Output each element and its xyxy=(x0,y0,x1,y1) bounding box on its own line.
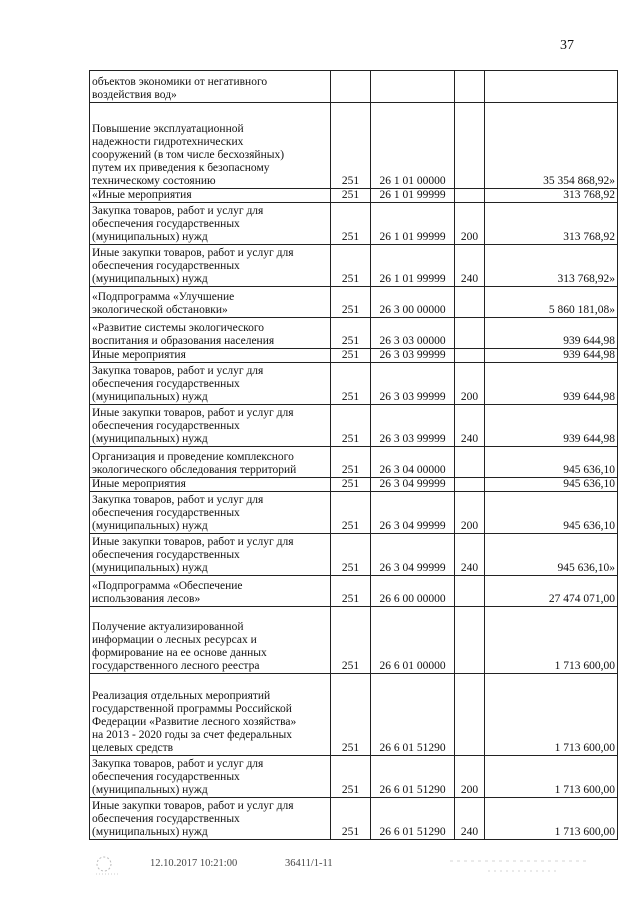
table-row xyxy=(90,71,618,103)
cell-amount: 1 713 600,00 xyxy=(485,798,618,840)
cell-admin-code: 251 xyxy=(331,798,371,840)
cell-name: Повышение эксплуатационной надежности гидротехнических сооружений (в том числе бесхозяйных) путем их приведения к безопасному техническому состоянию xyxy=(90,103,331,189)
table-row xyxy=(90,534,618,576)
cell-name: «Подпрограмма «Улучшение экологической обстановки» xyxy=(90,287,331,318)
cell-expense-kind xyxy=(455,71,485,103)
cell-admin-code xyxy=(331,71,371,103)
table-row xyxy=(90,447,618,478)
cell-expense-kind xyxy=(455,189,485,203)
cell-amount: 939 644,98 xyxy=(485,363,618,405)
cell-admin-code: 251 xyxy=(331,349,371,363)
cell-admin-code: 251 xyxy=(331,363,371,405)
table-row xyxy=(90,287,618,318)
cell-target-code: 26 3 04 99999 xyxy=(371,534,455,576)
cell-name: Закупка товаров, работ и услуг для обеспечения государственных (муниципальных) нужд xyxy=(90,492,331,534)
cell-name: Иные закупки товаров, работ и услуг для обеспечения государственных (муниципальных) нужд xyxy=(90,534,331,576)
cell-admin-code: 251 xyxy=(331,607,371,674)
cell-expense-kind: 240 xyxy=(455,245,485,287)
cell-expense-kind xyxy=(455,478,485,492)
cell-expense-kind: 200 xyxy=(455,756,485,798)
cell-amount: 1 713 600,00 xyxy=(485,756,618,798)
table-row xyxy=(90,203,618,245)
cell-expense-kind xyxy=(455,287,485,318)
cell-target-code: 26 6 01 51290 xyxy=(371,798,455,840)
cell-name: Закупка товаров, работ и услуг для обеспечения государственных (муниципальных) нужд xyxy=(90,203,331,245)
table-row xyxy=(90,478,618,492)
cell-amount: 313 768,92 xyxy=(485,203,618,245)
cell-expense-kind xyxy=(455,318,485,349)
stamp-icon xyxy=(92,852,122,880)
table-row xyxy=(90,492,618,534)
cell-name: Иные мероприятия xyxy=(90,478,331,492)
table-row xyxy=(90,363,618,405)
cell-target-code: 26 6 01 00000 xyxy=(371,607,455,674)
table-row xyxy=(90,318,618,349)
budget-table-body xyxy=(90,71,618,840)
cell-expense-kind: 200 xyxy=(455,203,485,245)
table-row xyxy=(90,349,618,363)
cell-expense-kind: 200 xyxy=(455,492,485,534)
cell-amount: 945 636,10» xyxy=(485,534,618,576)
cell-name: «Иные мероприятия xyxy=(90,189,331,203)
cell-target-code: 26 3 04 00000 xyxy=(371,447,455,478)
cell-expense-kind xyxy=(455,674,485,756)
cell-expense-kind: 240 xyxy=(455,798,485,840)
cell-name: «Развитие системы экологического воспитания и образования населения xyxy=(90,318,331,349)
cell-expense-kind xyxy=(455,447,485,478)
cell-name: Закупка товаров, работ и услуг для обеспечения государственных (муниципальных) нужд xyxy=(90,363,331,405)
table-row xyxy=(90,189,618,203)
cell-target-code: 26 3 04 99999 xyxy=(371,478,455,492)
cell-amount: 1 713 600,00 xyxy=(485,674,618,756)
table-row xyxy=(90,245,618,287)
cell-amount: 1 713 600,00 xyxy=(485,607,618,674)
cell-amount: 313 768,92 xyxy=(485,189,618,203)
table-row xyxy=(90,576,618,607)
cell-admin-code: 251 xyxy=(331,245,371,287)
cell-admin-code: 251 xyxy=(331,674,371,756)
table-row xyxy=(90,405,618,447)
cell-admin-code: 251 xyxy=(331,478,371,492)
table-row xyxy=(90,674,618,756)
cell-target-code: 26 6 00 00000 xyxy=(371,576,455,607)
cell-expense-kind xyxy=(455,349,485,363)
cell-target-code: 26 1 01 99999 xyxy=(371,189,455,203)
cell-target-code: 26 3 03 00000 xyxy=(371,318,455,349)
cell-amount: 945 636,10 xyxy=(485,447,618,478)
stamp-mark xyxy=(92,852,122,880)
cell-name: Иные закупки товаров, работ и услуг для обеспечения государственных (муниципальных) нужд xyxy=(90,245,331,287)
table-row xyxy=(90,103,618,189)
page-number: 37 xyxy=(560,38,574,53)
budget-table xyxy=(89,70,618,840)
cell-target-code: 26 3 00 00000 xyxy=(371,287,455,318)
cell-amount: 313 768,92» xyxy=(485,245,618,287)
cell-admin-code: 251 xyxy=(331,103,371,189)
cell-amount: 945 636,10 xyxy=(485,478,618,492)
cell-name: Иные мероприятия xyxy=(90,349,331,363)
cell-admin-code: 251 xyxy=(331,447,371,478)
cell-expense-kind xyxy=(455,103,485,189)
cell-admin-code: 251 xyxy=(331,492,371,534)
cell-admin-code: 251 xyxy=(331,318,371,349)
cell-admin-code: 251 xyxy=(331,534,371,576)
cell-target-code: 26 1 01 99999 xyxy=(371,245,455,287)
cell-name: объектов экономики от негативного воздействия вод» xyxy=(90,71,331,103)
cell-admin-code: 251 xyxy=(331,576,371,607)
cell-target-code: 26 3 03 99999 xyxy=(371,349,455,363)
cell-name: Получение актуализированной информации о лесных ресурсах и формирование на ее основе данных государственного лесного реестра xyxy=(90,607,331,674)
table-row xyxy=(90,607,618,674)
cell-expense-kind: 240 xyxy=(455,405,485,447)
cell-target-code: 26 1 01 00000 xyxy=(371,103,455,189)
cell-name: «Подпрограмма «Обеспечение использования лесов» xyxy=(90,576,331,607)
cell-amount xyxy=(485,71,618,103)
cell-expense-kind: 240 xyxy=(455,534,485,576)
watermark-scribble-icon xyxy=(448,855,598,879)
cell-name: Организация и проведение комплексного экологического обследования территорий xyxy=(90,447,331,478)
cell-admin-code: 251 xyxy=(331,287,371,318)
cell-target-code xyxy=(371,71,455,103)
cell-name: Реализация отдельных мероприятий государственной программы Российской Федерации «Развитие лесного хозяйства» на 2013 - 2020 годы за счет федеральных целевых средств xyxy=(90,674,331,756)
cell-amount: 35 354 868,92» xyxy=(485,103,618,189)
cell-amount: 939 644,98 xyxy=(485,318,618,349)
cell-admin-code: 251 xyxy=(331,756,371,798)
cell-admin-code: 251 xyxy=(331,405,371,447)
cell-admin-code: 251 xyxy=(331,189,371,203)
faint-watermark xyxy=(448,855,598,881)
cell-expense-kind xyxy=(455,607,485,674)
cell-expense-kind: 200 xyxy=(455,363,485,405)
cell-amount: 27 474 071,00 xyxy=(485,576,618,607)
footer-doc-number: 36411/1-11 xyxy=(285,858,333,869)
cell-name: Закупка товаров, работ и услуг для обеспечения государственных (муниципальных) нужд xyxy=(90,756,331,798)
cell-target-code: 26 1 01 99999 xyxy=(371,203,455,245)
cell-target-code: 26 3 03 99999 xyxy=(371,363,455,405)
cell-expense-kind xyxy=(455,576,485,607)
cell-amount: 939 644,98 xyxy=(485,405,618,447)
table-row xyxy=(90,756,618,798)
cell-name: Иные закупки товаров, работ и услуг для обеспечения государственных (муниципальных) нужд xyxy=(90,405,331,447)
table-row xyxy=(90,798,618,840)
cell-target-code: 26 6 01 51290 xyxy=(371,756,455,798)
cell-target-code: 26 6 01 51290 xyxy=(371,674,455,756)
cell-admin-code: 251 xyxy=(331,203,371,245)
cell-amount: 5 860 181,08» xyxy=(485,287,618,318)
cell-name: Иные закупки товаров, работ и услуг для обеспечения государственных (муниципальных) нужд xyxy=(90,798,331,840)
footer-date: 12.10.2017 10:21:00 xyxy=(150,858,238,869)
cell-target-code: 26 3 04 99999 xyxy=(371,492,455,534)
cell-amount: 939 644,98 xyxy=(485,349,618,363)
cell-target-code: 26 3 03 99999 xyxy=(371,405,455,447)
cell-amount: 945 636,10 xyxy=(485,492,618,534)
